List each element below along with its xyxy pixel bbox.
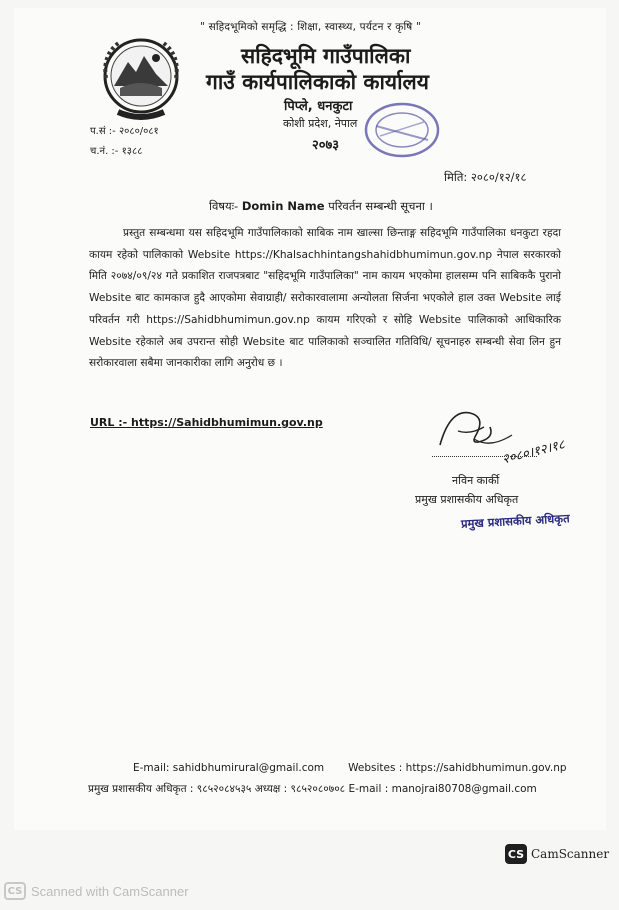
post-stamp: प्रमुख प्रशासकीय अधिकृत	[460, 511, 570, 531]
reference-ps	[90, 123, 159, 137]
letter-date: मिति: २०८०/१२/१८	[444, 170, 527, 184]
reference-cn-value: १३८८	[121, 146, 143, 157]
subject-suffix: परिवर्तन सम्बन्धी सूचना ।	[328, 199, 433, 213]
motto: " सहिदभूमिको समृद्धि : शिक्षा, स्वास्थ्य, पर्यटन र कृषि "	[200, 21, 422, 33]
notice-body: प्रस्तुत सम्बन्धमा यस सहिदभूमि गाउँपालिकाको साबिक नाम खाल्सा छिन्ताङ्ग सहिदभूमि गाउँपालिका धनकुटा रहदा कायम रहेको पालिकाको Website https://Khalsachhintangshahidbhumimun.gov.np नेपाल सरकारको मिति २०७४/०९/२४ गते प्रकाशित राजपत्रबाट "सहिदभूमि गाउँपालिका" नाम कायम भएकोमा हालसम्म पनि साबिककै पुरानो Website बाट कामकाज हुदै आएकोमा सेवाग्राही/ सरोकारवालामा अन्योलता सिर्जना भएकोले हाल उक्त Website लाई परिवर्तन गरी https://Sahidbhumimun.gov.np कायम गरिएको र सोहि Website पालिकाको आधिकारिक Website रहेकाले अब उपरान्त सोही Website बाट पालिकाको सञ्चालित गतिविधि/ सूचनाहरु सम्बन्धी सेवा लिन हुन सरोकारवाला सबैमा जानकारीका लागि अनुरोध छ ।	[89, 227, 561, 370]
reference-ps-label: प.सं :-	[90, 126, 116, 137]
signature-line	[432, 456, 537, 457]
footer-phone-line: प्रमुख प्रशासकीय अधिकृत : ९८५२०८४५३५ अध्यक्ष : ९८५२०८०७०८ E-mail : manojrai80708@gmail.com	[88, 783, 537, 795]
office-stamp-icon	[362, 100, 442, 160]
municipality-name: सहिदभूमि गाउँपालिका	[241, 44, 411, 68]
establish-year: २०७३	[312, 138, 340, 153]
province: कोशी प्रदेश, नेपाल	[283, 117, 358, 130]
camscanner-badge	[505, 844, 609, 864]
reference-ps-value: २०८०/०८१	[118, 126, 159, 137]
footer-email: E-mail: sahidbhumirural@gmail.com	[133, 762, 325, 774]
signatory-post: प्रमुख प्रशासकीय अधिकृत	[415, 493, 519, 506]
subject-bold: Domin Name	[241, 199, 325, 213]
subject-line	[209, 199, 433, 214]
footer-contact-line	[133, 762, 567, 774]
office-name: गाउँ कार्यपालिकाको कार्यालय	[206, 70, 429, 94]
office-location: पिप्ले, धनकुटा	[284, 99, 353, 114]
camscanner-logo-icon: CS	[505, 844, 527, 864]
scanned-watermark	[4, 882, 189, 900]
camscanner-outline-icon: CS	[4, 882, 26, 900]
url-line: URL :- https://Sahidbhumimun.gov.np	[90, 416, 323, 429]
handwritten-date: २०८०।१२।१८	[500, 437, 567, 468]
municipality-emblem-icon	[98, 32, 184, 124]
scanned-label: Scanned with CamScanner	[31, 883, 189, 899]
subject-prefix: विषयः-	[209, 199, 239, 213]
camscanner-label: CamScanner	[531, 847, 610, 861]
reference-cn	[90, 143, 142, 157]
footer-websites: Websites : https://sahidbhumimun.gov.np	[348, 762, 567, 774]
reference-cn-label: च.नं. :-	[90, 146, 119, 157]
signatory-name: नविन कार्की	[452, 474, 500, 487]
